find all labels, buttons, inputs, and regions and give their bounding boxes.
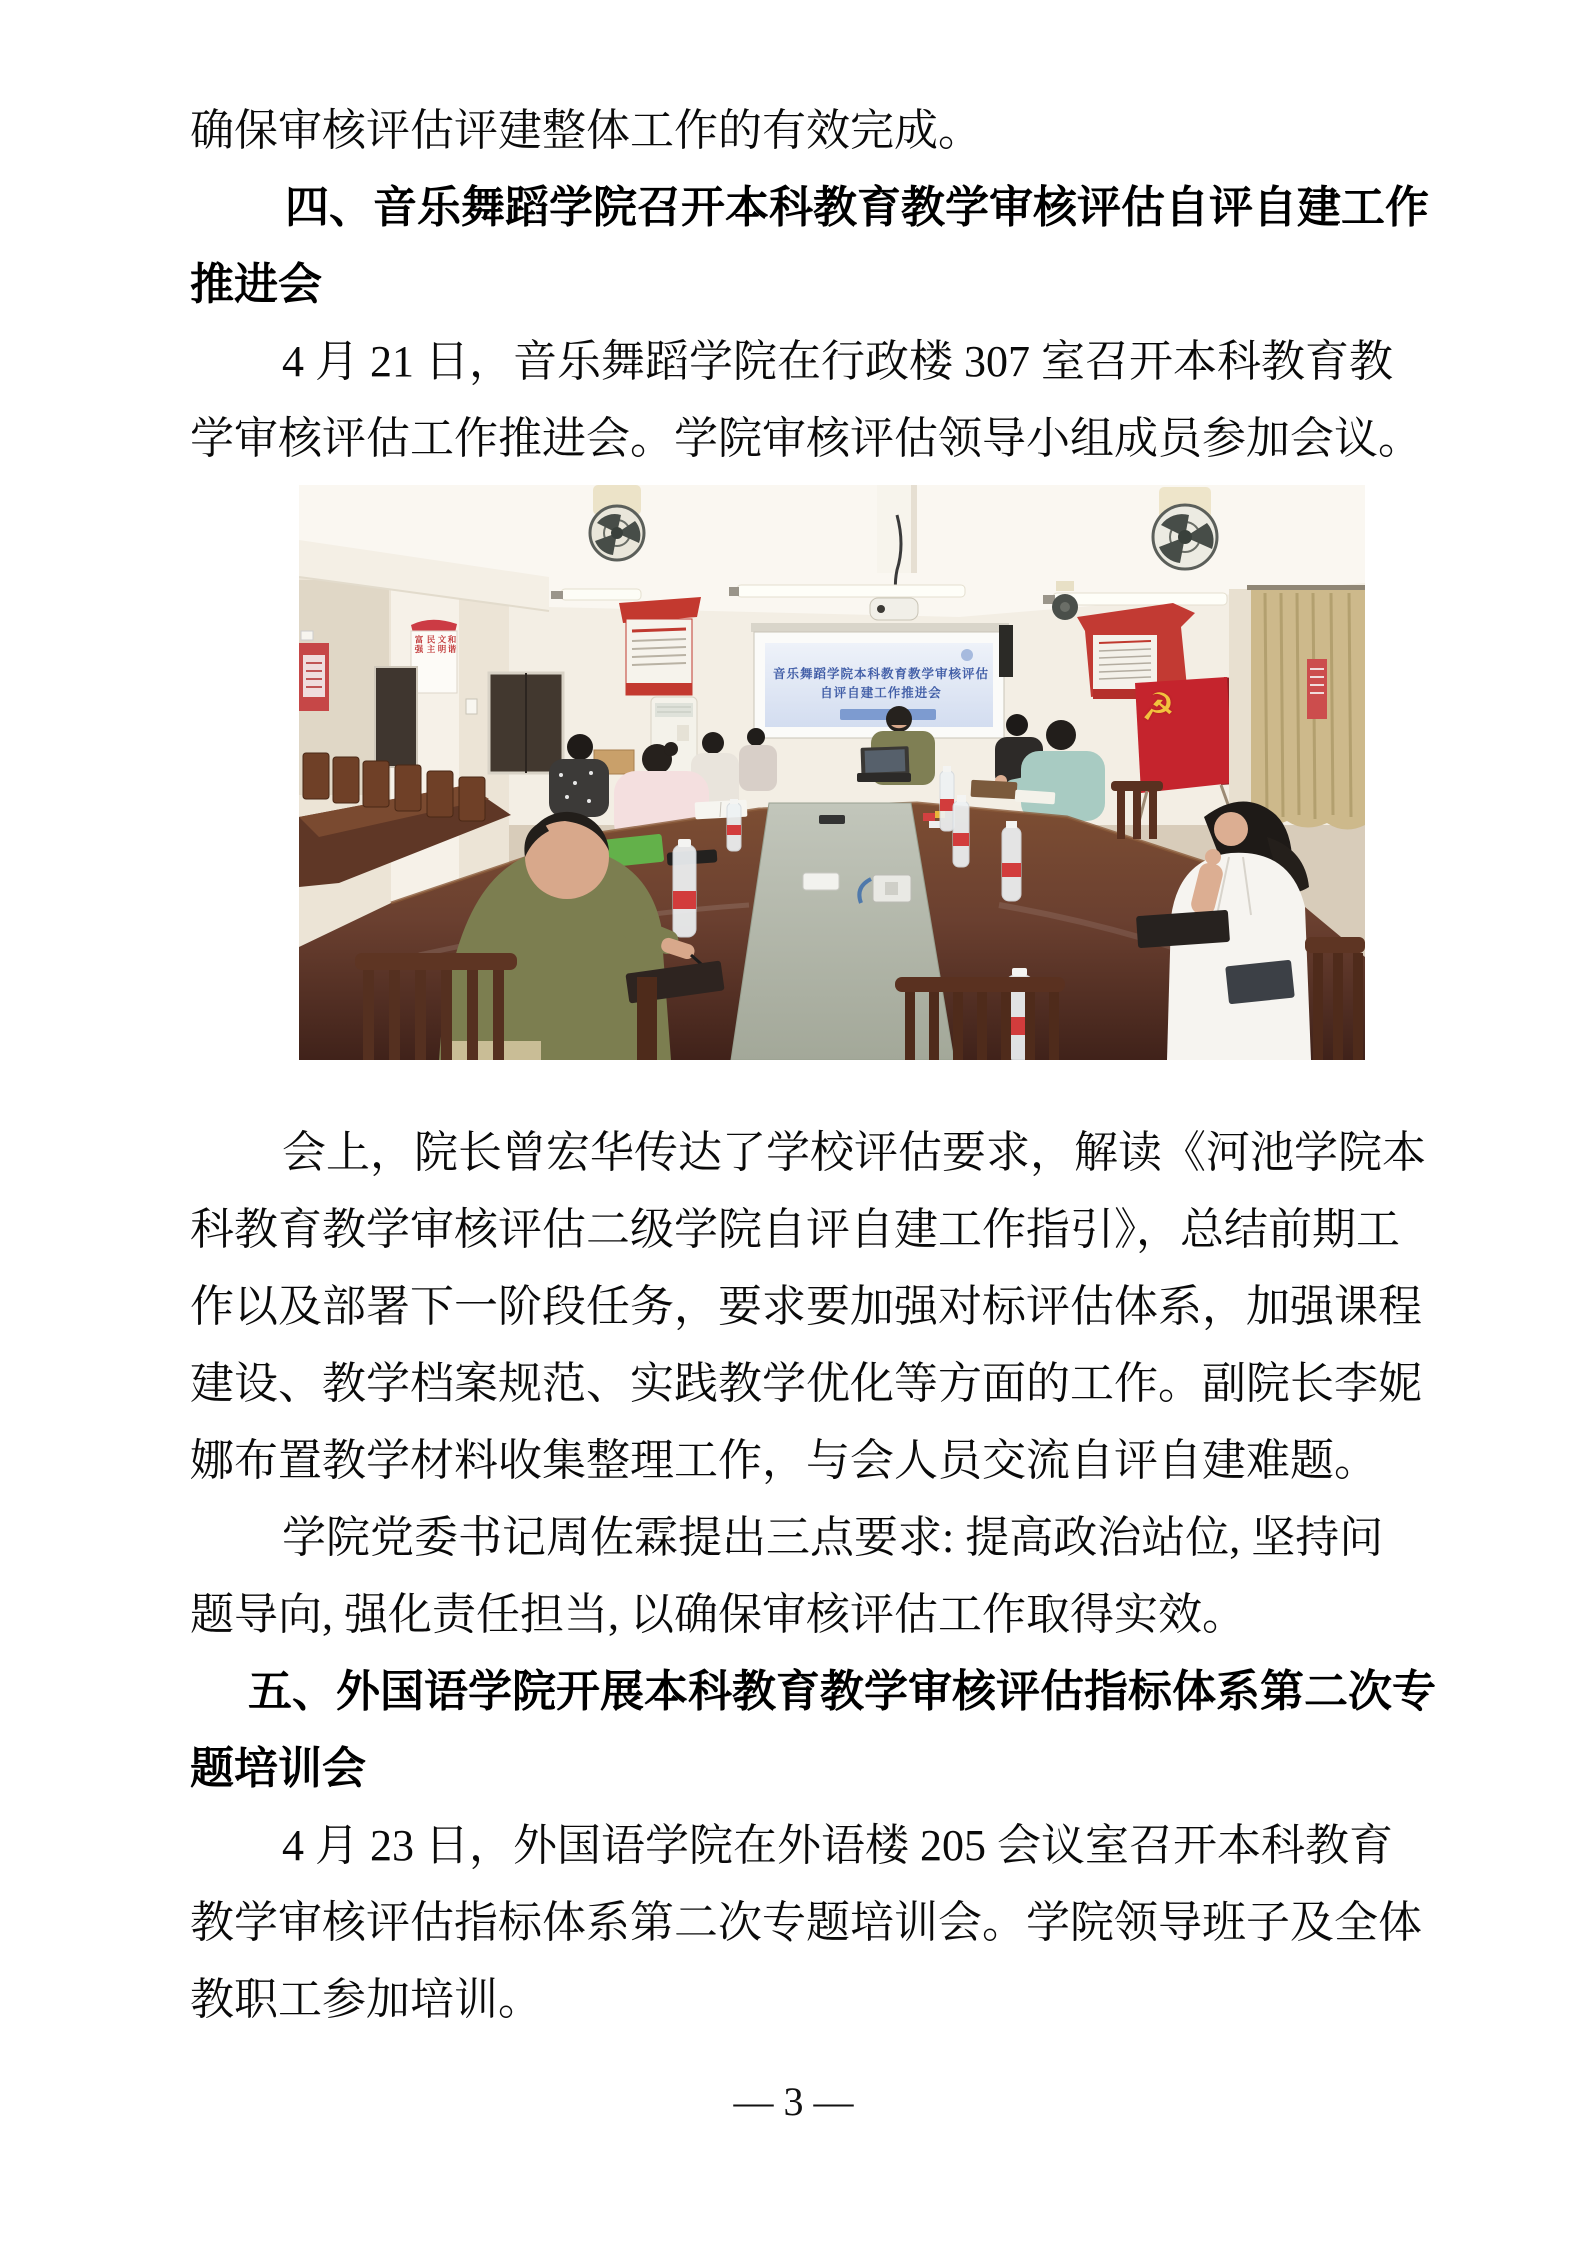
chair-post [637, 977, 657, 1060]
page-number: — 3 — [733, 2079, 854, 2124]
door-left-2 [489, 673, 563, 773]
body-line: 学院党委书记周佐霖提出三点要求: 提高政治站位, 坚持问 [282, 1513, 1384, 1562]
section4-heading [190, 169, 1429, 323]
heading-line: 推进会 [190, 260, 322, 309]
body-line: 确保审核评估评建整体工作的有效完成。 [190, 106, 982, 155]
window-curtain [1229, 585, 1365, 830]
door-left-1 [375, 667, 417, 767]
body-line: 娜布置教学材料收集整理工作，与会人员交流自评自建难题。 [190, 1436, 1378, 1485]
wall-label [301, 631, 313, 640]
slide-title-line2: 自评自建工作推进会 [820, 686, 942, 700]
body-line: 4 月 21 日，音乐舞蹈学院在行政楼 307 室召开本科教育教 [282, 337, 1393, 386]
curtain-rod [1247, 585, 1365, 590]
section5-heading [190, 1653, 1436, 1807]
body-line: 4 月 23 日，外国语学院在外语楼 205 会议室召开本科教育 [282, 1821, 1393, 1870]
notebook-brown [971, 780, 1018, 799]
notebook-black [1136, 910, 1230, 948]
small-red-poster-right [1307, 659, 1327, 719]
laptop [857, 746, 911, 782]
projector [870, 598, 918, 620]
wall-display-edge [999, 625, 1013, 677]
body-line: 科教育教学审核评估二级学院自评自建工作指引》，总结前期工 [190, 1205, 1400, 1254]
slide-title-line1: 音乐舞蹈学院本科教育教学审核评估 [772, 667, 989, 681]
section4-paragraph-3 [190, 1499, 1420, 1653]
values-text-col1-bottom: 民主 [426, 635, 436, 654]
document-body [190, 92, 1436, 2038]
ceiling-fan-right-icon [1153, 487, 1217, 569]
meeting-photo [299, 485, 1365, 1060]
section4-paragraph-2 [190, 1114, 1426, 1499]
values-text-col1-top: 富强 [414, 635, 424, 654]
body-line: 教职工参加培训。 [190, 1975, 542, 2024]
core-values-text [413, 635, 457, 691]
body-line: 会上，院长曾宏华传达了学校评估要求，解读《河池学院本 [282, 1128, 1426, 1177]
meeting-room-illustration [299, 485, 1365, 1060]
party-poster-left [619, 597, 701, 695]
heading-line: 题培训会 [190, 1744, 366, 1793]
values-text-col2-bottom: 和谐 [447, 635, 457, 654]
body-line: 建设、教学档案规范、实践教学优化等方面的工作。副院长李妮 [190, 1359, 1422, 1408]
section5-paragraph-1 [190, 1807, 1420, 2038]
remote [819, 815, 845, 824]
left-red-poster [299, 643, 329, 711]
body-line: 教学审核评估指标体系第二次专题培训会。学院领导班子及全体 [190, 1898, 1422, 1947]
body-line: 作以及部署下一阶段任务，要求要加强对标评估体系，加强课程 [190, 1282, 1422, 1331]
heading-line: 四、音乐舞蹈学院召开本科教育教学审核评估自评自建工作 [285, 183, 1429, 232]
section4-paragraph-1 [190, 323, 1420, 477]
slide-title [767, 665, 995, 703]
hammer-sickle-icon: ☭ [1141, 685, 1176, 729]
values-text-col2-top: 文明 [437, 635, 447, 654]
tablet [1225, 960, 1295, 1005]
wall-switch [466, 699, 477, 714]
body-line: 题导向, 强化责任担当, 以确保审核评估工作取得实效。 [190, 1590, 1246, 1639]
chair-mid-right [1111, 781, 1163, 839]
heading-line: 五、外国语学院开展本科教育教学审核评估指标体系第二次专 [248, 1667, 1436, 1716]
ceiling-fan-left-icon [590, 485, 644, 560]
body-line: 学审核评估工作推进会。学院审核评估领导小组成员参加会议。 [190, 414, 1422, 463]
slide-logo-icon [961, 649, 973, 661]
chair-foreground-right [1305, 937, 1365, 1060]
